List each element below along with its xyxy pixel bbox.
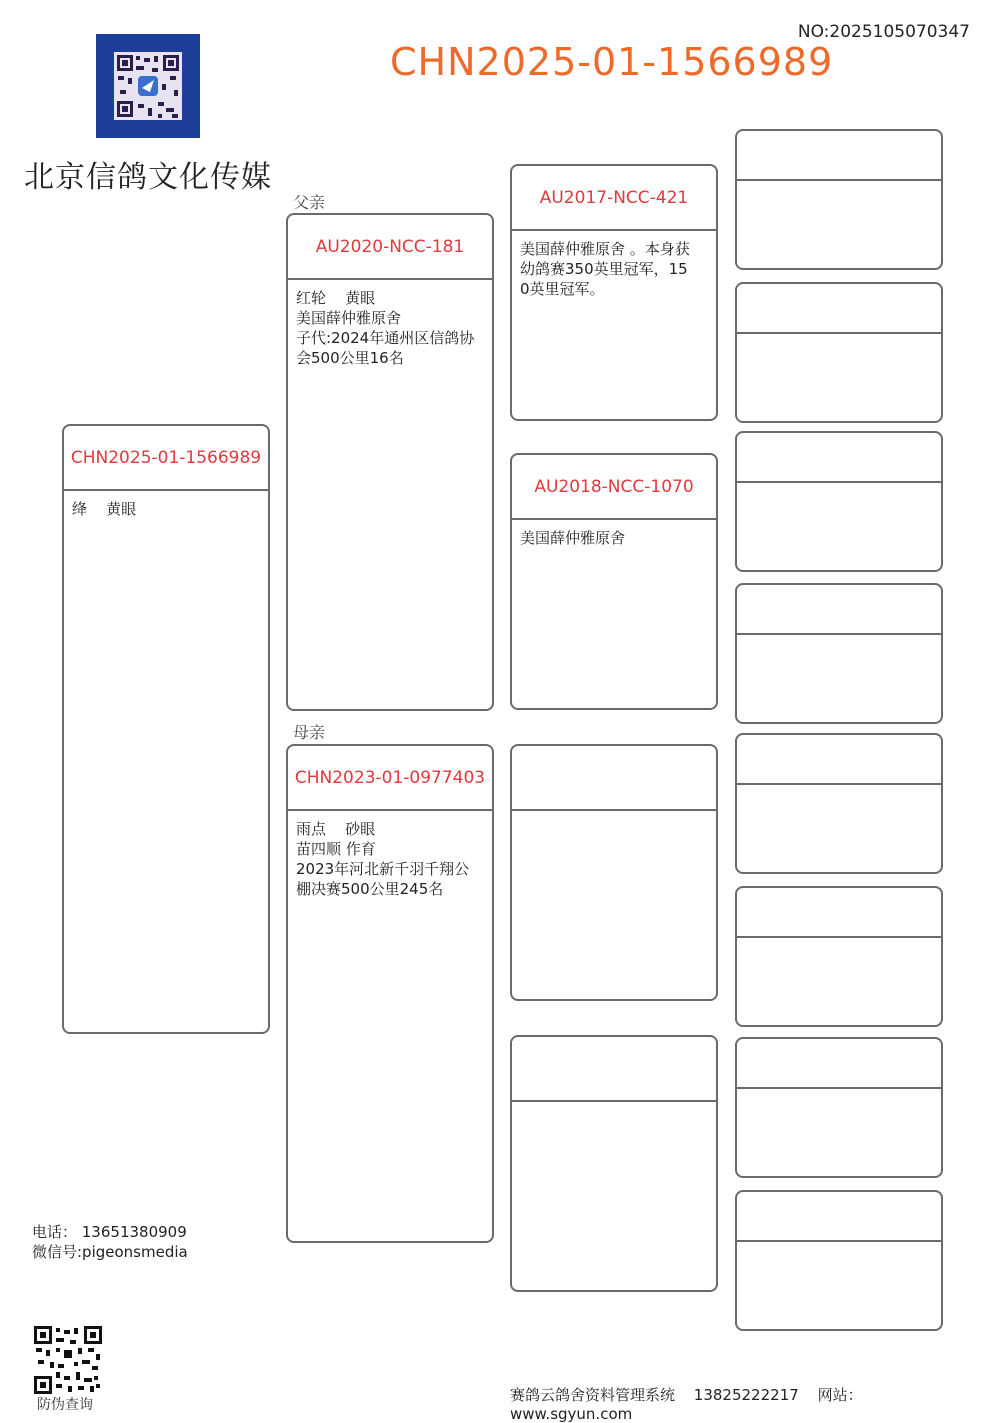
sire-line: 会500公里16名	[296, 349, 404, 367]
great-grandparent-ring	[737, 735, 941, 785]
ring-number-title: CHN2025-01-1566989	[390, 40, 834, 84]
dam-line: 棚决赛500公里245名	[296, 880, 444, 898]
great-grandparent-card-6	[735, 886, 943, 1027]
great-grandparent-card-7	[735, 1037, 943, 1178]
footer	[510, 1384, 1000, 1423]
sire-dam-details	[512, 520, 716, 556]
dam-line: 苗四顺 作育	[296, 840, 376, 858]
logo-qr-code	[96, 34, 200, 138]
contact-phone: 电话： 13651380909	[32, 1223, 187, 1241]
great-grandparent-ring	[737, 585, 941, 635]
footer-system: 赛鸽云鸽舍资料管理系统	[510, 1386, 676, 1404]
great-grandparent-ring	[737, 888, 941, 938]
sire-dam-line: 美国薛仲雅原舍	[520, 529, 626, 547]
dam-details	[288, 811, 492, 907]
contact-info	[32, 1222, 188, 1262]
great-grandparent-ring	[737, 1192, 941, 1242]
subject-ring: CHN2025-01-1566989	[64, 426, 268, 491]
dam-dam-ring	[512, 1037, 716, 1102]
great-grandparent-ring	[737, 433, 941, 483]
great-grandparent-ring	[737, 131, 941, 181]
sire-line: 红轮 黄眼	[296, 289, 376, 307]
mother-label: 母亲	[293, 723, 326, 742]
sire-line: 子代:2024年通州区信鸽协	[296, 329, 475, 347]
dam-sire-details	[512, 811, 716, 827]
footer-phone: 13825222217	[693, 1386, 799, 1404]
great-grandparent-card-3	[735, 431, 943, 572]
dam-sire-ring	[512, 746, 716, 811]
great-grandparent-card-5	[735, 733, 943, 874]
sire-sire-line: 幼鸽赛350英里冠军，15	[520, 260, 688, 278]
great-grandparent-card-2	[735, 282, 943, 423]
footer-website[interactable]: 网站： www.sgyun.com	[510, 1386, 863, 1423]
great-grandparent-ring	[737, 284, 941, 334]
dam-card	[286, 744, 494, 1243]
sire-sire-card	[510, 164, 718, 421]
subject-details	[64, 491, 268, 527]
great-grandparent-ring	[737, 1039, 941, 1089]
father-label: 父亲	[293, 193, 326, 212]
sire-line: 美国薛仲雅原舍	[296, 309, 402, 327]
dam-line: 2023年河北新千羽千翔公	[296, 860, 470, 878]
sire-card	[286, 213, 494, 711]
sire-sire-line: 0英里冠军。	[520, 280, 605, 298]
contact-wechat: 微信号:pigeonsmedia	[32, 1243, 188, 1261]
sire-sire-line: 美国薛仲雅原舍 。本身获	[520, 240, 690, 258]
sire-sire-ring: AU2017-NCC-421	[512, 166, 716, 231]
dam-dam-details	[512, 1102, 716, 1118]
dam-ring: CHN2023-01-0977403	[288, 746, 492, 811]
great-grandparent-card-8	[735, 1190, 943, 1331]
sire-sire-details	[512, 231, 716, 307]
verification-qr-code[interactable]	[34, 1326, 102, 1394]
subject-line: 绛 黄眼	[72, 500, 137, 518]
dam-line: 雨点 砂眼	[296, 820, 376, 838]
company-name: 北京信鸽文化传媒	[24, 160, 272, 195]
dam-dam-card	[510, 1035, 718, 1292]
sire-ring: AU2020-NCC-181	[288, 215, 492, 280]
great-grandparent-card-4	[735, 583, 943, 724]
great-grandparent-card-1	[735, 129, 943, 270]
sire-details	[288, 280, 492, 376]
subject-pigeon-card	[62, 424, 270, 1034]
sire-dam-ring: AU2018-NCC-1070	[512, 455, 716, 520]
dam-sire-card	[510, 744, 718, 1001]
verify-label: 防伪查询	[37, 1397, 93, 1413]
sire-dam-card	[510, 453, 718, 710]
document-number: NO:2025105070347	[797, 22, 970, 42]
